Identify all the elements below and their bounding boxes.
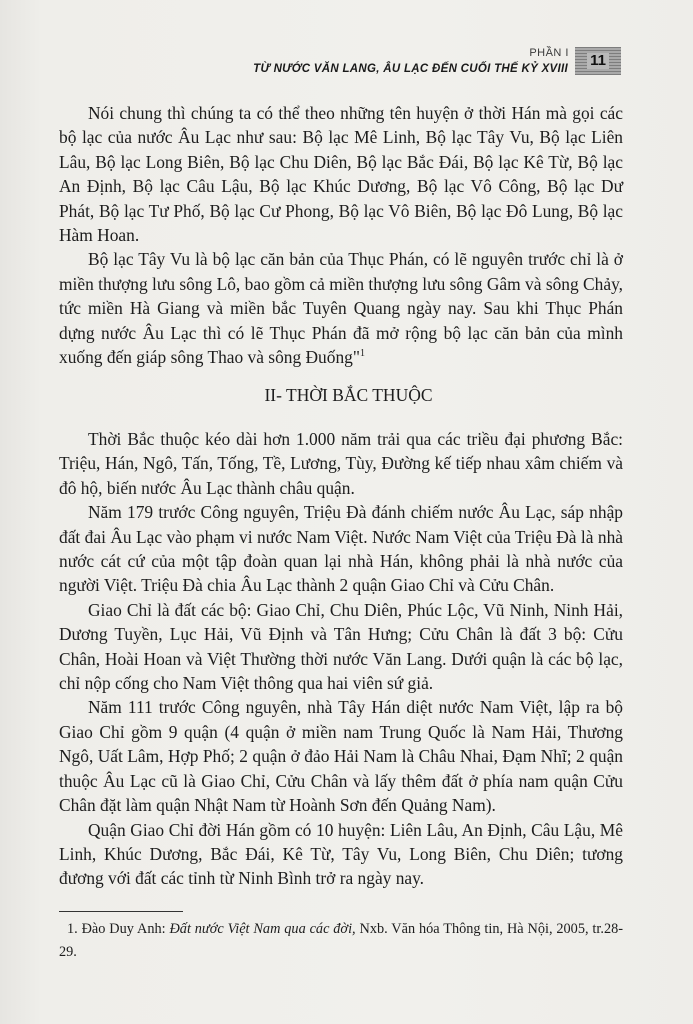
footnote-publication: Nxb. Văn hóa Thông tin, Hà Nội, 2005, tr.28-29. [59,921,623,960]
paragraph: Thời Bắc thuộc kéo dài hơn 1.000 năm trải qua các triều đại phương Bắc: Triệu, Hán, Ngô, Tấn, Tống, Tề, Lương, Tùy, Đường kế tiếp nhau xâm chiếm và đô hộ, biến nước Âu Lạc thành châu quận. [59,429,623,498]
paragraph-text: Bộ lạc Tây Vu là bộ lạc căn bản của Thục Phán, có lẽ nguyên trước chỉ là ở miền thượng lưu sông Lô, bao gồm cả miền thượng lưu sông Gâm và sông Chảy, tức miền Hà Giang và miền bắc Tuyên Quang ngày nay. Sau khi Thục Phán dựng nước Âu Lạc thì có lẽ Thục Phán đã mở rộng bộ lạc căn bản của mình xuống đến giáp sông Thao và sông Đuống" [59,249,623,368]
running-header-part: PHẦN I [529,47,569,59]
paragraph: Quận Giao Chỉ đời Hán gồm có 10 huyện: Liên Lâu, An Định, Câu Lậu, Mê Linh, Khúc Dương, Bắc Đái, Kê Từ, Tây Vu, Long Biên, Chu Diên; tương đương với đất các tỉnh từ Ninh Bình trở ra ngày nay. [59,819,623,889]
body-text-top [59,101,623,369]
paragraph: Nói chung thì chúng ta có thể theo những tên huyện ở thời Hán mà gọi các bộ lạc của nước Âu Lạc như sau: Bộ lạc Mê Linh, Bộ lạc Tây Vu, Bộ lạc Liên Lâu, Bộ lạc Long Biên, Bộ lạc Chu Diên, Bộ lạc Bắc Đái, Bộ lạc Kê Từ, Bộ lạc An Định, Bộ lạc Câu Lậu, Bộ lạc Khúc Dương, Bộ lạc Vô Công, Bộ lạc Dư Phát, Bộ lạc Tư Phố, Bộ lạc Cư Phong, Bộ lạc Vô Biên, Bộ lạc Đô Lung, Bộ lạc Hàm Hoan. [59,103,623,246]
footnote-marker: 1 [359,348,365,360]
running-header-title: TỪ NƯỚC VĂN LANG, ÂU LẠC ĐẾN CUỐI THẾ KỶ XVIII [253,63,568,75]
footnote-author: Đào Duy Anh: [81,921,166,937]
footnote-divider [59,911,183,912]
body-text-bottom [59,427,623,891]
section-heading-text: II- THỜI BẮC THUỘC [264,385,433,405]
footnote [59,918,623,963]
footnote-book-title: Đất nước Việt Nam qua các đời, [169,921,356,937]
page-number: 11 [587,53,609,69]
footnote-number: 1. [67,921,78,937]
paragraph-with-note [59,247,623,369]
section-heading [0,383,693,407]
paragraph: Năm 179 trước Công nguyên, Triệu Đà đánh chiếm nước Âu Lạc, sáp nhập đất đai Âu Lạc vào phạm vi nước Nam Việt. Nước Nam Việt của Triệu Đà là nhà nước cát cứ của một tập đoàn quan lại nhà Hán, không phải là nhà nước của người Việt. Triệu Đà chia Âu Lạc thành 2 quận Giao Chỉ và Cửu Chân. [59,502,623,596]
page-number-box [575,47,621,75]
paragraph: Giao Chỉ là đất các bộ: Giao Chỉ, Chu Diên, Phúc Lộc, Vũ Ninh, Ninh Hải, Dương Tuyền, Lục Hải, Vũ Định và Tân Hưng; Cửu Chân là đất 3 bộ: Cửu Chân, Hoài Hoan và Việt Thường thời nước Văn Lang. Dưới quận là các bộ lạc, chỉ nộp cống cho Nam Việt thông qua hai viên sứ giả. [59,599,623,694]
paragraph: Năm 111 trước Công nguyên, nhà Tây Hán diệt nước Nam Việt, lập ra bộ Giao Chỉ gồm 9 quận (4 quận ở miền nam Trung Quốc là Nam Hải, Thương Ngô, Uất Lâm, Hợp Phố; 2 quận ở đảo Hải Nam là Châu Nhai, Đạm Nhĩ; 2 quận thuộc Âu Lạc cũ là Giao Chỉ, Cửu Chân và lấy thêm đất ở phía nam quận Cửu Chân đặt làm quận Nhật Nam từ Hoành Sơn đến Quảng Nam). [59,697,623,816]
